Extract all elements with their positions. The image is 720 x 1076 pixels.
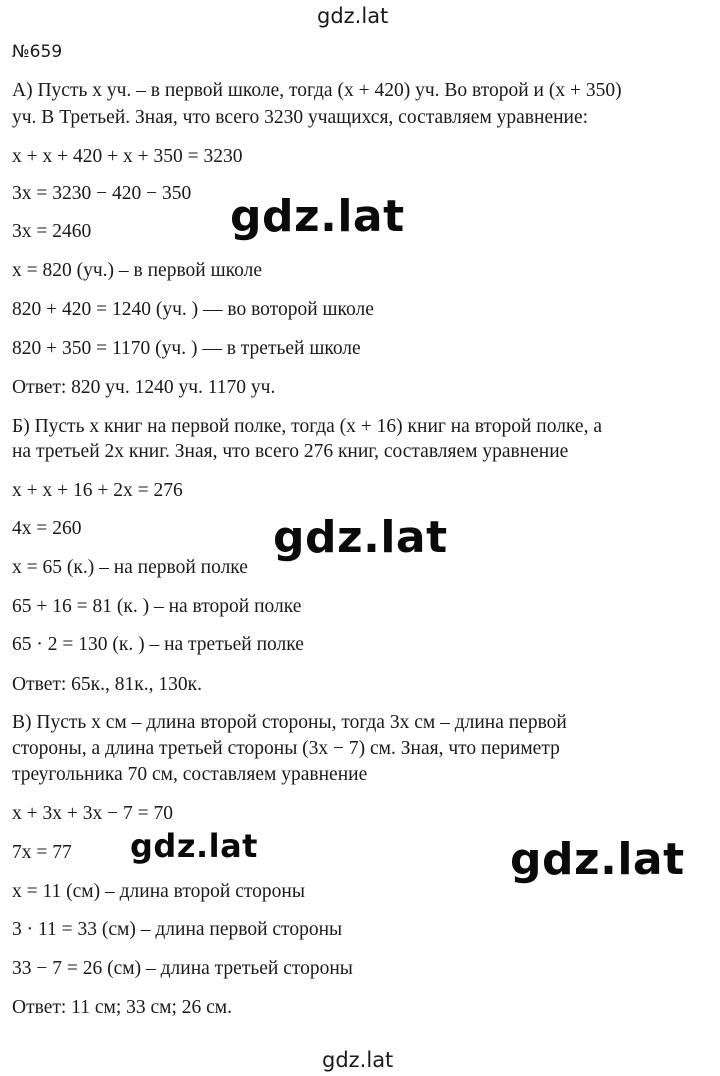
text-line: 3 · 11 = 33 (см) – длина первой стороны (12, 919, 343, 940)
text-line: 33 − 7 = 26 (см) – длина третьей стороны (12, 958, 353, 979)
text-line: x = 11 (см) – длина второй стороны (12, 881, 305, 902)
equation-line: 7x = 77 (12, 842, 72, 863)
equation-line: 4x = 260 (12, 518, 82, 539)
text-line: В) Пусть x см – длина второй стороны, тогда 3x см – длина первой (12, 712, 567, 733)
answer-line: Ответ: 820 уч. 1240 уч. 1170 уч. (12, 377, 276, 398)
watermark: gdz.lat (273, 512, 448, 563)
text-line: на третьей 2x книг. Зная, что всего 276 книг, составляем уравнение (12, 441, 569, 462)
header-watermark: gdz.lat (317, 4, 389, 28)
watermark: gdz.lat (510, 834, 685, 885)
problem-number: №659 (12, 42, 63, 62)
text-line: 65 + 16 = 81 (к. ) – на второй полке (12, 596, 302, 617)
equation-line: x + 3x + 3x − 7 = 70 (12, 803, 173, 824)
text-line: Б) Пусть x книг на первой полке, тогда (x + 16) книг на второй полке, а (12, 416, 602, 437)
answer-line: Ответ: 11 см; 33 см; 26 см. (12, 997, 233, 1018)
watermark: gdz.lat (130, 827, 258, 865)
text-line: x = 65 (к.) – на первой полке (12, 557, 248, 578)
text-line: треугольника 70 см, составляем уравнение (12, 764, 368, 785)
equation-line: 3x = 2460 (12, 221, 92, 242)
text-line: 820 + 350 = 1170 (уч. ) — в третьей школе (12, 338, 361, 359)
text-line: x = 820 (уч.) – в первой школе (12, 260, 262, 281)
equation-line: 3x = 3230 − 420 − 350 (12, 183, 192, 204)
text-line: А) Пусть x уч. – в первой школе, тогда (x + 420) уч. Во второй и (x + 350) (12, 80, 622, 101)
answer-line: Ответ: 65к., 81к., 130к. (12, 674, 202, 695)
text-line: 65 · 2 = 130 (к. ) – на третьей полке (12, 634, 304, 655)
equation-line: x + x + 420 + x + 350 = 3230 (12, 146, 243, 167)
footer-watermark: gdz.lat (322, 1048, 394, 1072)
text-line: 820 + 420 = 1240 (уч. ) — во воторой школе (12, 299, 374, 320)
equation-line: x + x + 16 + 2x = 276 (12, 480, 183, 501)
text-line: уч. В Третьей. Зная, что всего 3230 учащихся, составляем уравнение: (12, 107, 589, 128)
watermark: gdz.lat (230, 191, 405, 242)
text-line: стороны, а длина третьей стороны (3x − 7) см. Зная, что периметр (12, 738, 560, 759)
